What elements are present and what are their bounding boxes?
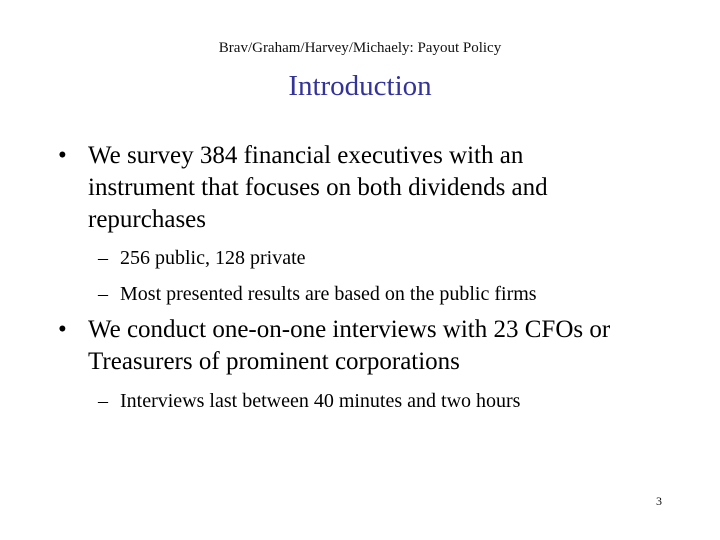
sub-bullet-text: 256 public, 128 private	[120, 247, 306, 269]
bullet-line: repurchases	[88, 206, 206, 233]
sub-bullet-marker: –	[98, 247, 108, 269]
sub-bullet-text: Interviews last between 40 minutes and two hours	[120, 390, 521, 412]
sub-bullet-marker: –	[98, 283, 108, 305]
page-number: 3	[656, 494, 662, 508]
slide-title: Introduction	[288, 70, 432, 102]
bullet-line: We conduct one-on-one interviews with 23 CFOs or	[88, 316, 611, 343]
slide-header: Brav/Graham/Harvey/Michaely: Payout Policy	[218, 40, 502, 56]
bullet-line: We survey 384 financial executives with an	[88, 142, 524, 169]
bullet-marker: •	[58, 316, 67, 343]
bullet-line: Treasurers of prominent corporations	[88, 348, 460, 375]
sub-bullet-text: Most presented results are based on the public firms	[120, 283, 537, 305]
sub-bullet-marker: –	[98, 390, 108, 412]
bullet-text	[88, 140, 688, 236]
bullet-line: instrument that focuses on both dividends and	[88, 174, 548, 201]
bullet-marker: •	[58, 142, 67, 169]
bullet-text	[88, 314, 688, 378]
